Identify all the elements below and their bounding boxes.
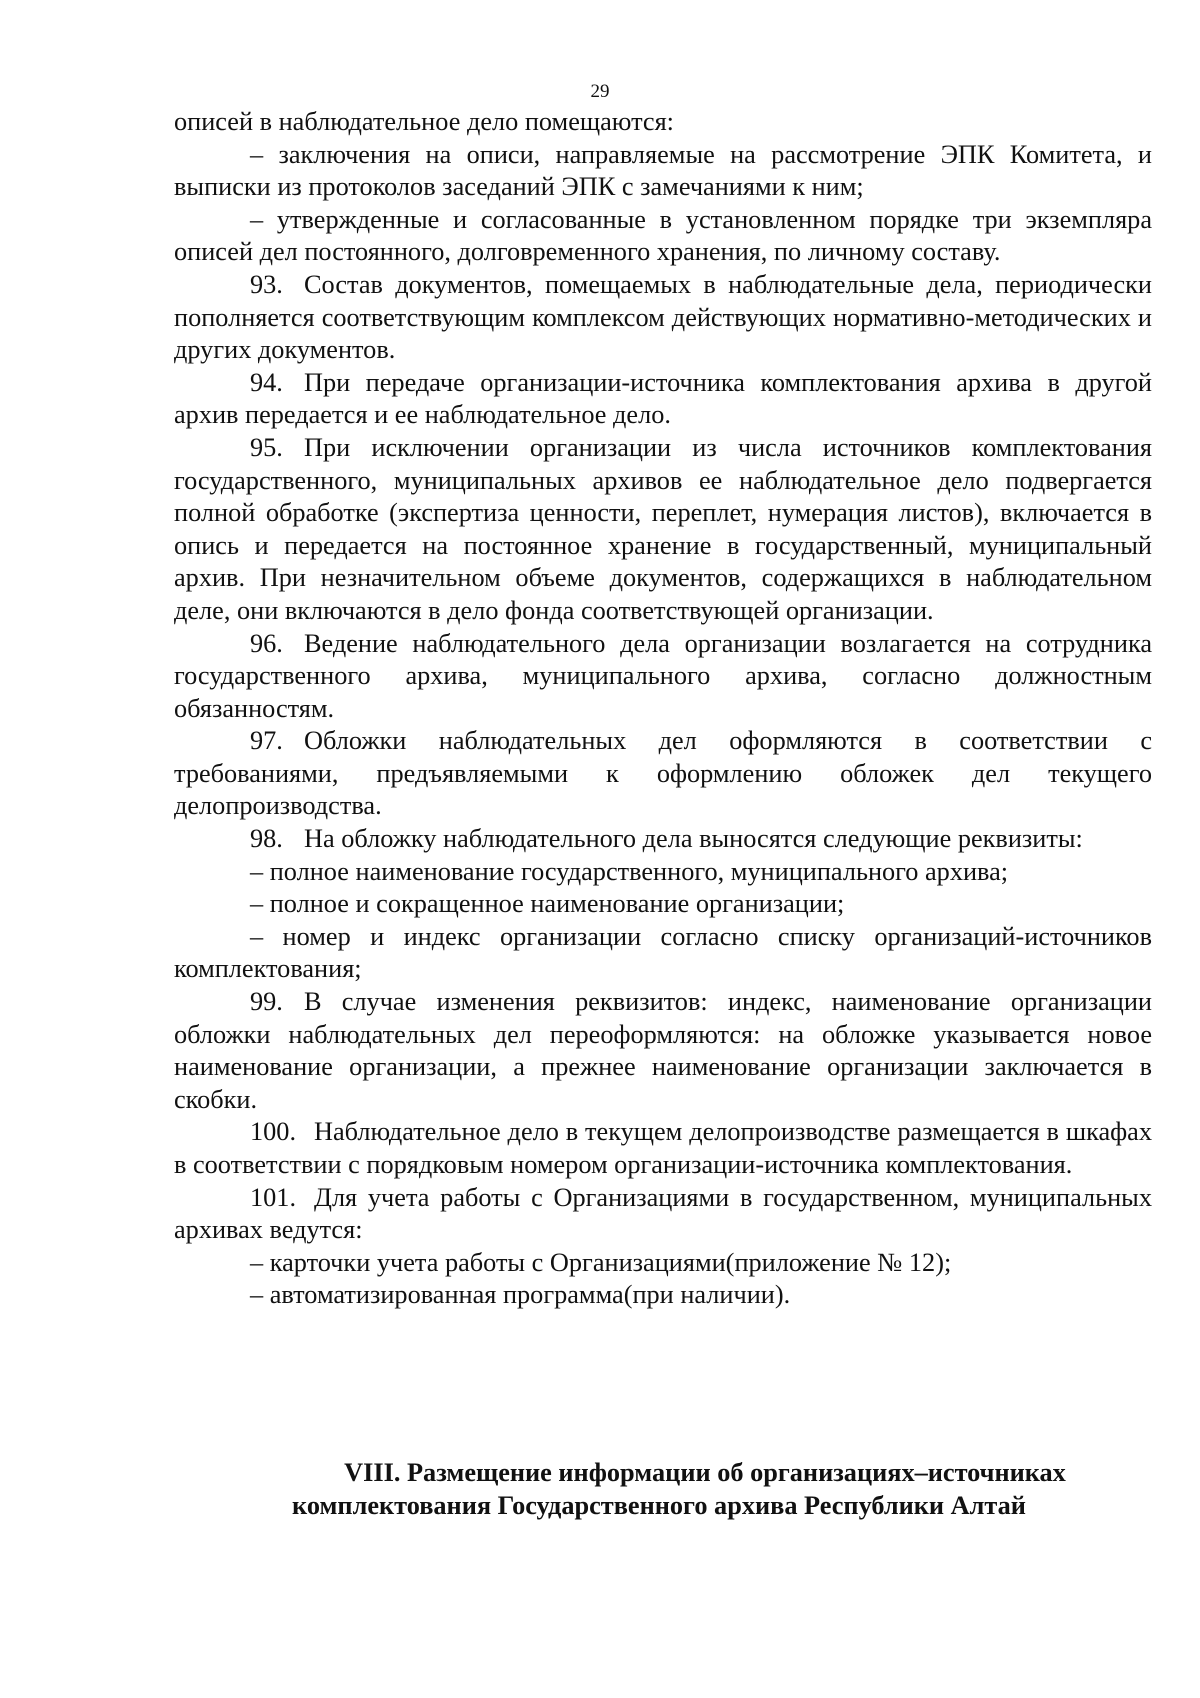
clause-97: [174, 725, 1152, 823]
clause-text: При исключении организации из числа источников комплектования государственного, муниципальных архивов ее наблюдательное дело подвергается полной обработке (экспертиза ценности, переплет, нумерация листов), включается в опись и передается на постоянное хранение в государственный, муниципальный архив. При незначительном объеме документов, содержащихся в наблюдательном деле, они включаются в дело фонда соответствующей организации.: [174, 432, 1152, 625]
clause-number: 96.: [250, 628, 283, 658]
clause-text: Наблюдательное дело в текущем делопроизводстве размещается в шкафах в соответствии с порядковым номером организации-источника комплектования.: [174, 1117, 1152, 1179]
clause-93: [174, 269, 1152, 367]
clause-number: 98.: [250, 824, 283, 854]
clause-number: 99.: [250, 987, 283, 1017]
clause-100: [174, 1116, 1152, 1181]
clause-text: Обложки наблюдательных дел оформляются в соответствии с требованиями, предъявляемыми к оформлению обложек дел текущего делопроизводства.: [174, 726, 1152, 821]
clause-text: Состав документов, помещаемых в наблюдательные дела, периодически пополняется соответствующим комплексом действующих нормативно-методических и других документов.: [174, 269, 1152, 365]
clause-96: [174, 628, 1152, 726]
list-item: – номер и индекс организации согласно списку организаций-источников комплектования;: [174, 921, 1152, 984]
clause-99: [174, 986, 1152, 1116]
section-heading: [174, 1457, 1152, 1522]
clause-text: На обложку наблюдательного дела выносятся следующие реквизиты:: [304, 824, 1083, 854]
clause-number: 101.: [250, 1182, 297, 1212]
section-heading-line: VIII. Размещение информации об организациях–источниках: [344, 1458, 1066, 1487]
list-item: – утвержденные и согласованные в установленном порядке три экземпляра описей дел постоянного, долговременного хранения, по личному составу.: [174, 204, 1152, 267]
clause-101: [174, 1182, 1152, 1247]
clause-95: [174, 432, 1152, 628]
clause-98: [174, 823, 1152, 856]
section-heading-line: комплектования Государственного архива Республики Алтай: [292, 1490, 1026, 1520]
intro-line: описей в наблюдательное дело помещаются:: [174, 107, 674, 136]
clause-94: [174, 367, 1152, 432]
list-item: – автоматизированная программа(при наличии).: [250, 1280, 791, 1310]
list-item: – карточки учета работы с Организациями(приложение № 12);: [250, 1247, 952, 1277]
clause-number: 97.: [250, 726, 283, 756]
clause-number: 100.: [250, 1117, 297, 1147]
clause-number: 94.: [250, 367, 283, 397]
clause-text: Для учета работы с Организациями в государственном, муниципальных архивах ведутся:: [174, 1182, 1152, 1245]
page-number: 29: [590, 81, 610, 102]
list-item: – заключения на описи, направляемые на рассмотрение ЭПК Комитета, и выписки из протоколов заседаний ЭПК с замечаниями к ним;: [174, 139, 1152, 202]
list-item: – полное наименование государственного, муниципального архива;: [250, 856, 1009, 886]
clause-number: 93.: [250, 269, 283, 299]
list-item: – полное и сокращенное наименование организации;: [250, 889, 845, 919]
document-body: [174, 106, 1152, 1312]
clause-text: Ведение наблюдательного дела организации возлагается на сотрудника государственного архива, муниципального архива, согласно должностным обязанностям.: [174, 628, 1152, 723]
clause-number: 95.: [250, 432, 283, 462]
clause-text: При передаче организации-источника комплектования архива в другой архив передается и ее наблюдательное дело.: [174, 367, 1152, 430]
clause-text: В случае изменения реквизитов: индекс, наименование организации обложки наблюдательных дел переоформляются: на обложке указывается новое наименование организации, а прежнее наименование организации заключается в скобки.: [174, 987, 1152, 1114]
